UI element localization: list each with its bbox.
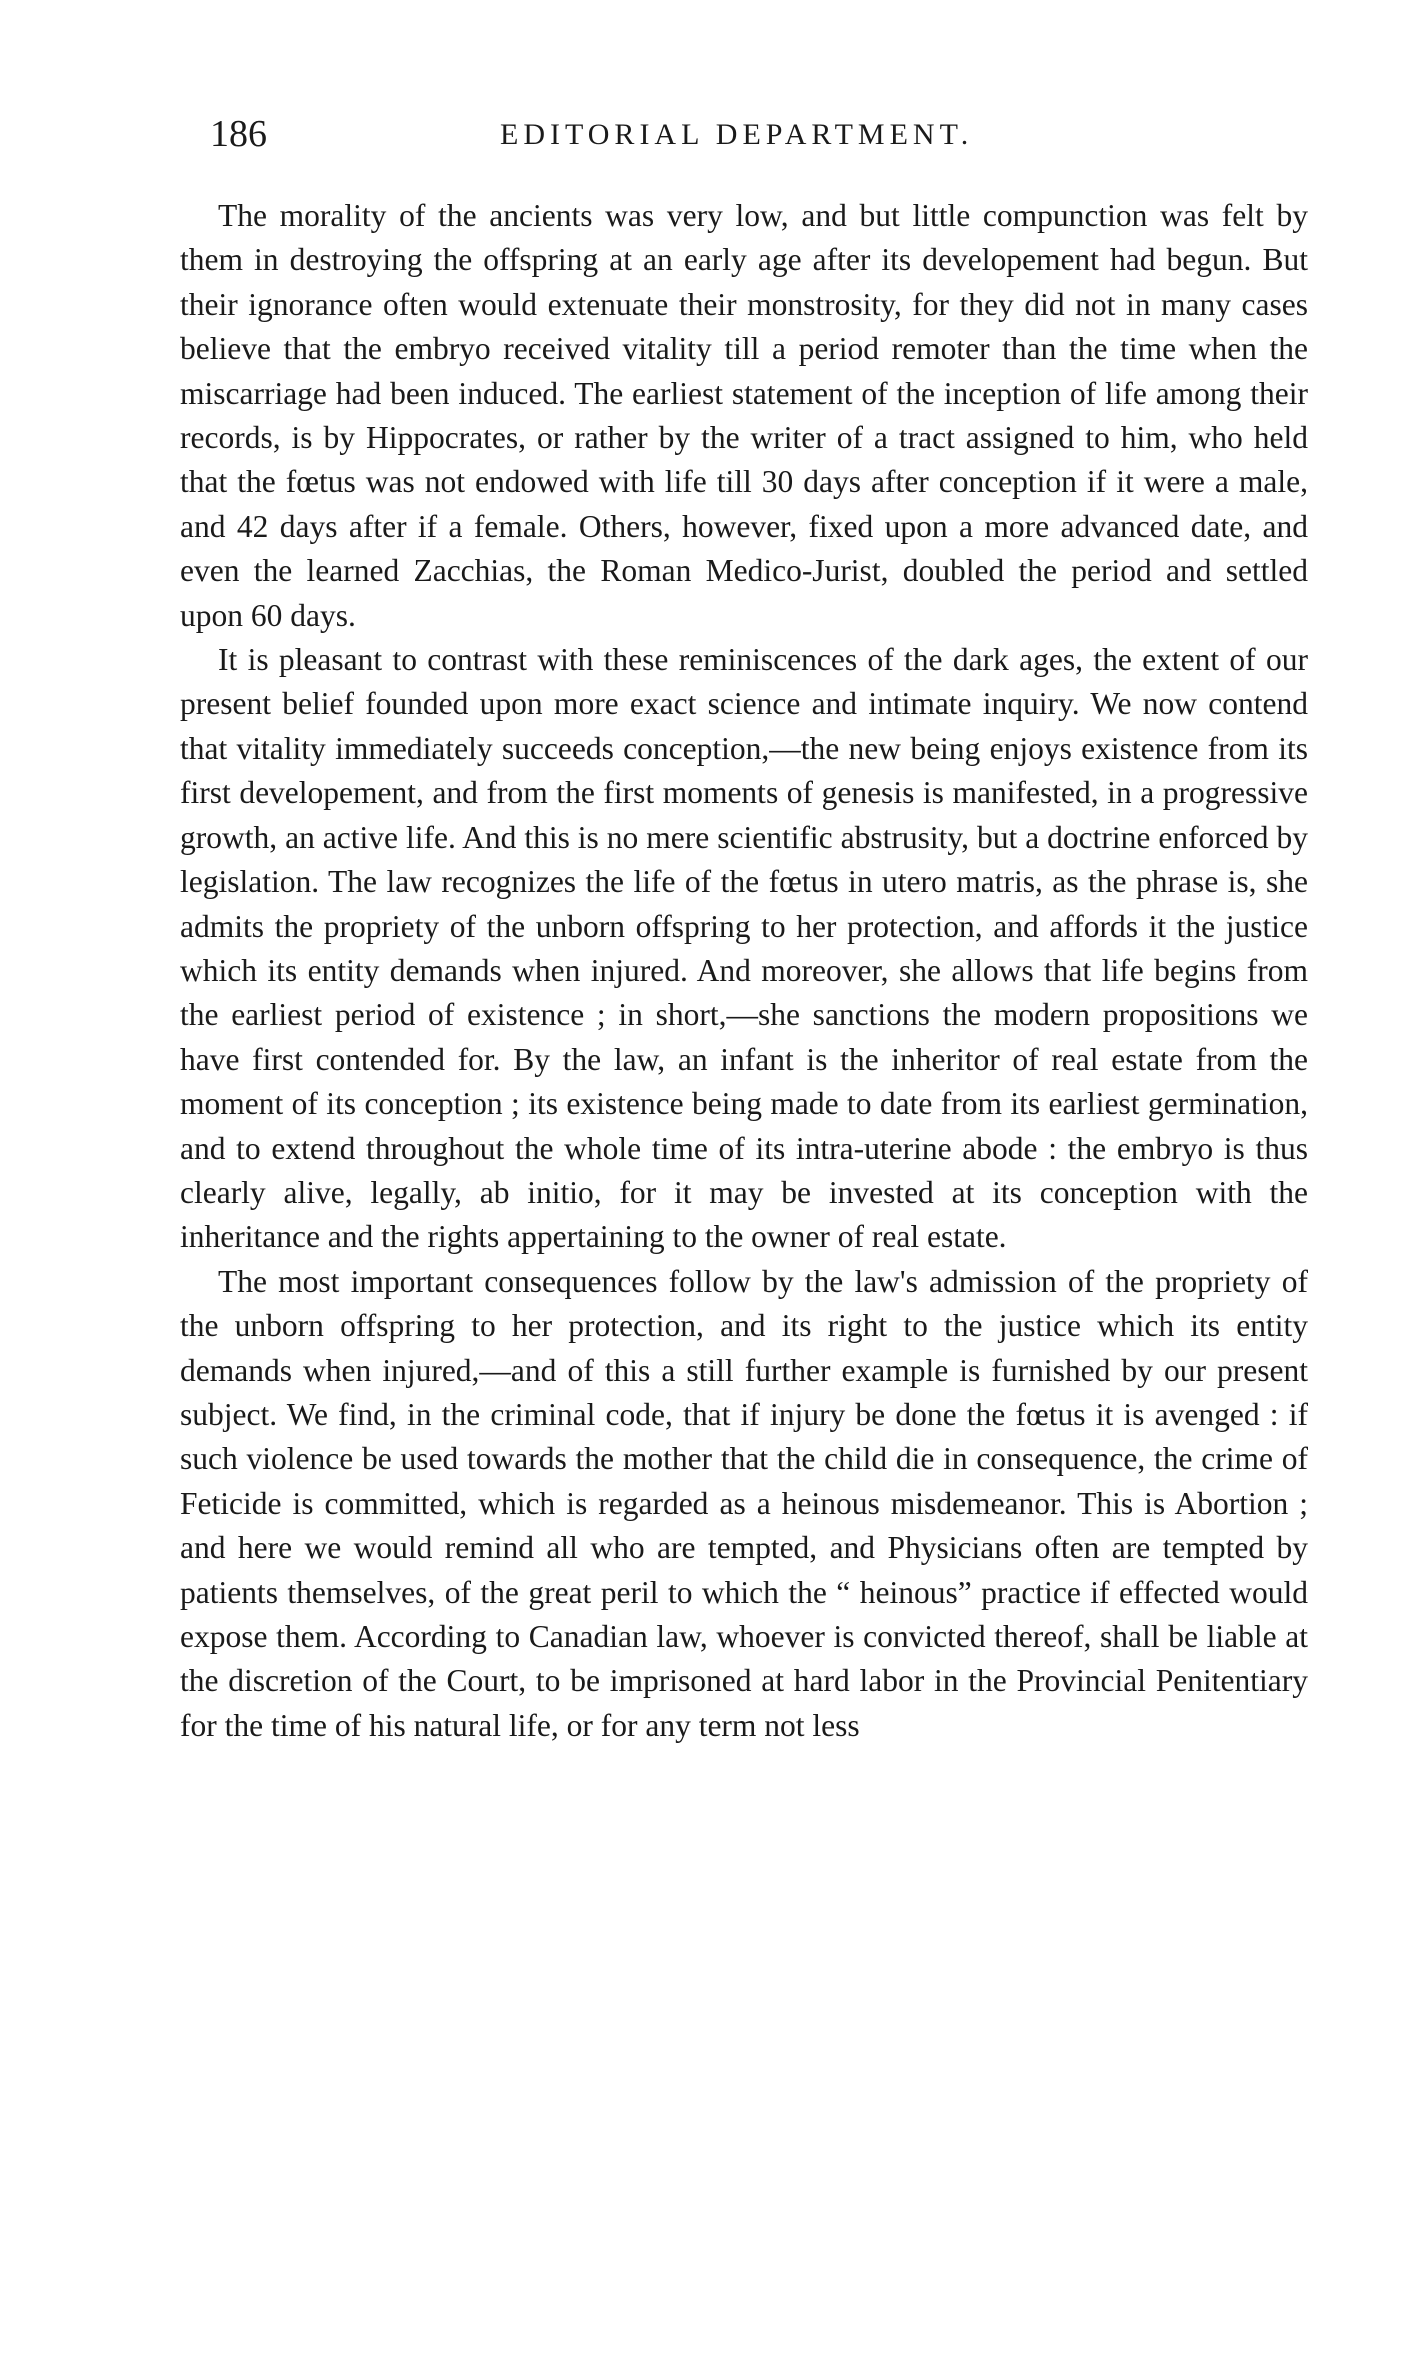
body-text [180, 194, 1308, 1748]
paragraph-3: The most important consequences follow by the law's admission of the propriety of the unborn offspring to her protection, and its right to the justice which its entity demands when injured,—and of this a still further example is furnished by our present subject. We find, in the criminal code, that if injury be done the fœtus it is avenged : if such violence be used towards the mother that the child die in consequence, the crime of Feticide is committed, which is regarded as a heinous misdemeanor. This is Abortion ; and here we would remind all who are tempted, and Physicians often are tempted by patients themselves, of the great peril to which the “ heinous” practice if effected would expose them. According to Canadian law, whoever is convicted thereof, shall be liable at the discretion of the Court, to be imprisoned at hard labor in the Provincial Penitentiary for the time of his natural life, or for any term not less [180, 1263, 1308, 1743]
page-number: 186 [210, 113, 267, 155]
paragraph-2: It is pleasant to contrast with these reminiscences of the dark ages, the extent of our present belief founded upon more exact science and intimate inquiry. We now contend that vitality immediately succeeds conception,—the new being enjoys existence from its first developement, and from the first moments of genesis is manifested, in a progressive growth, an active life. And this is no mere scientific abstrusity, but a doctrine enforced by legislation. The law recognizes the life of the fœtus in utero matris, as the phrase is, she admits the propriety of the unborn offspring to her protection, and affords it the justice which its entity demands when injured. And moreover, she allows that life begins from the earliest period of existence ; in short,—she sanctions the modern propositions we have first contended for. By the law, an infant is the inheritor of real estate from the moment of its conception ; its existence being made to date from its earliest germination, and to extend throughout the whole time of its intra-uterine abode : the embryo is thus clearly alive, legally, ab initio, for it may be invested at its conception with the inheritance and the rights appertaining to the owner of real estate. [180, 642, 1308, 1255]
running-head: EDITORIAL DEPARTMENT. [500, 118, 974, 151]
paragraph-1: The morality of the ancients was very low, and but little compunction was felt by them in destroying the offspring at an early age after its developement had begun. But their ignorance often would extenuate their monstrosity, for they did not in many cases believe that the embryo received vitality till a period remoter than the time when the miscarriage had been induced. The earliest statement of the inception of life among their records, is by Hippocrates, or rather by the writer of a tract assigned to him, who held that the fœtus was not endowed with life till 30 days after conception if it were a male, and 42 days after if a female. Others, however, fixed upon a more advanced date, and even the learned Zacchias, the Roman Medico-Jurist, doubled the period and settled upon 60 days. [180, 198, 1308, 633]
page-header [210, 112, 1310, 162]
